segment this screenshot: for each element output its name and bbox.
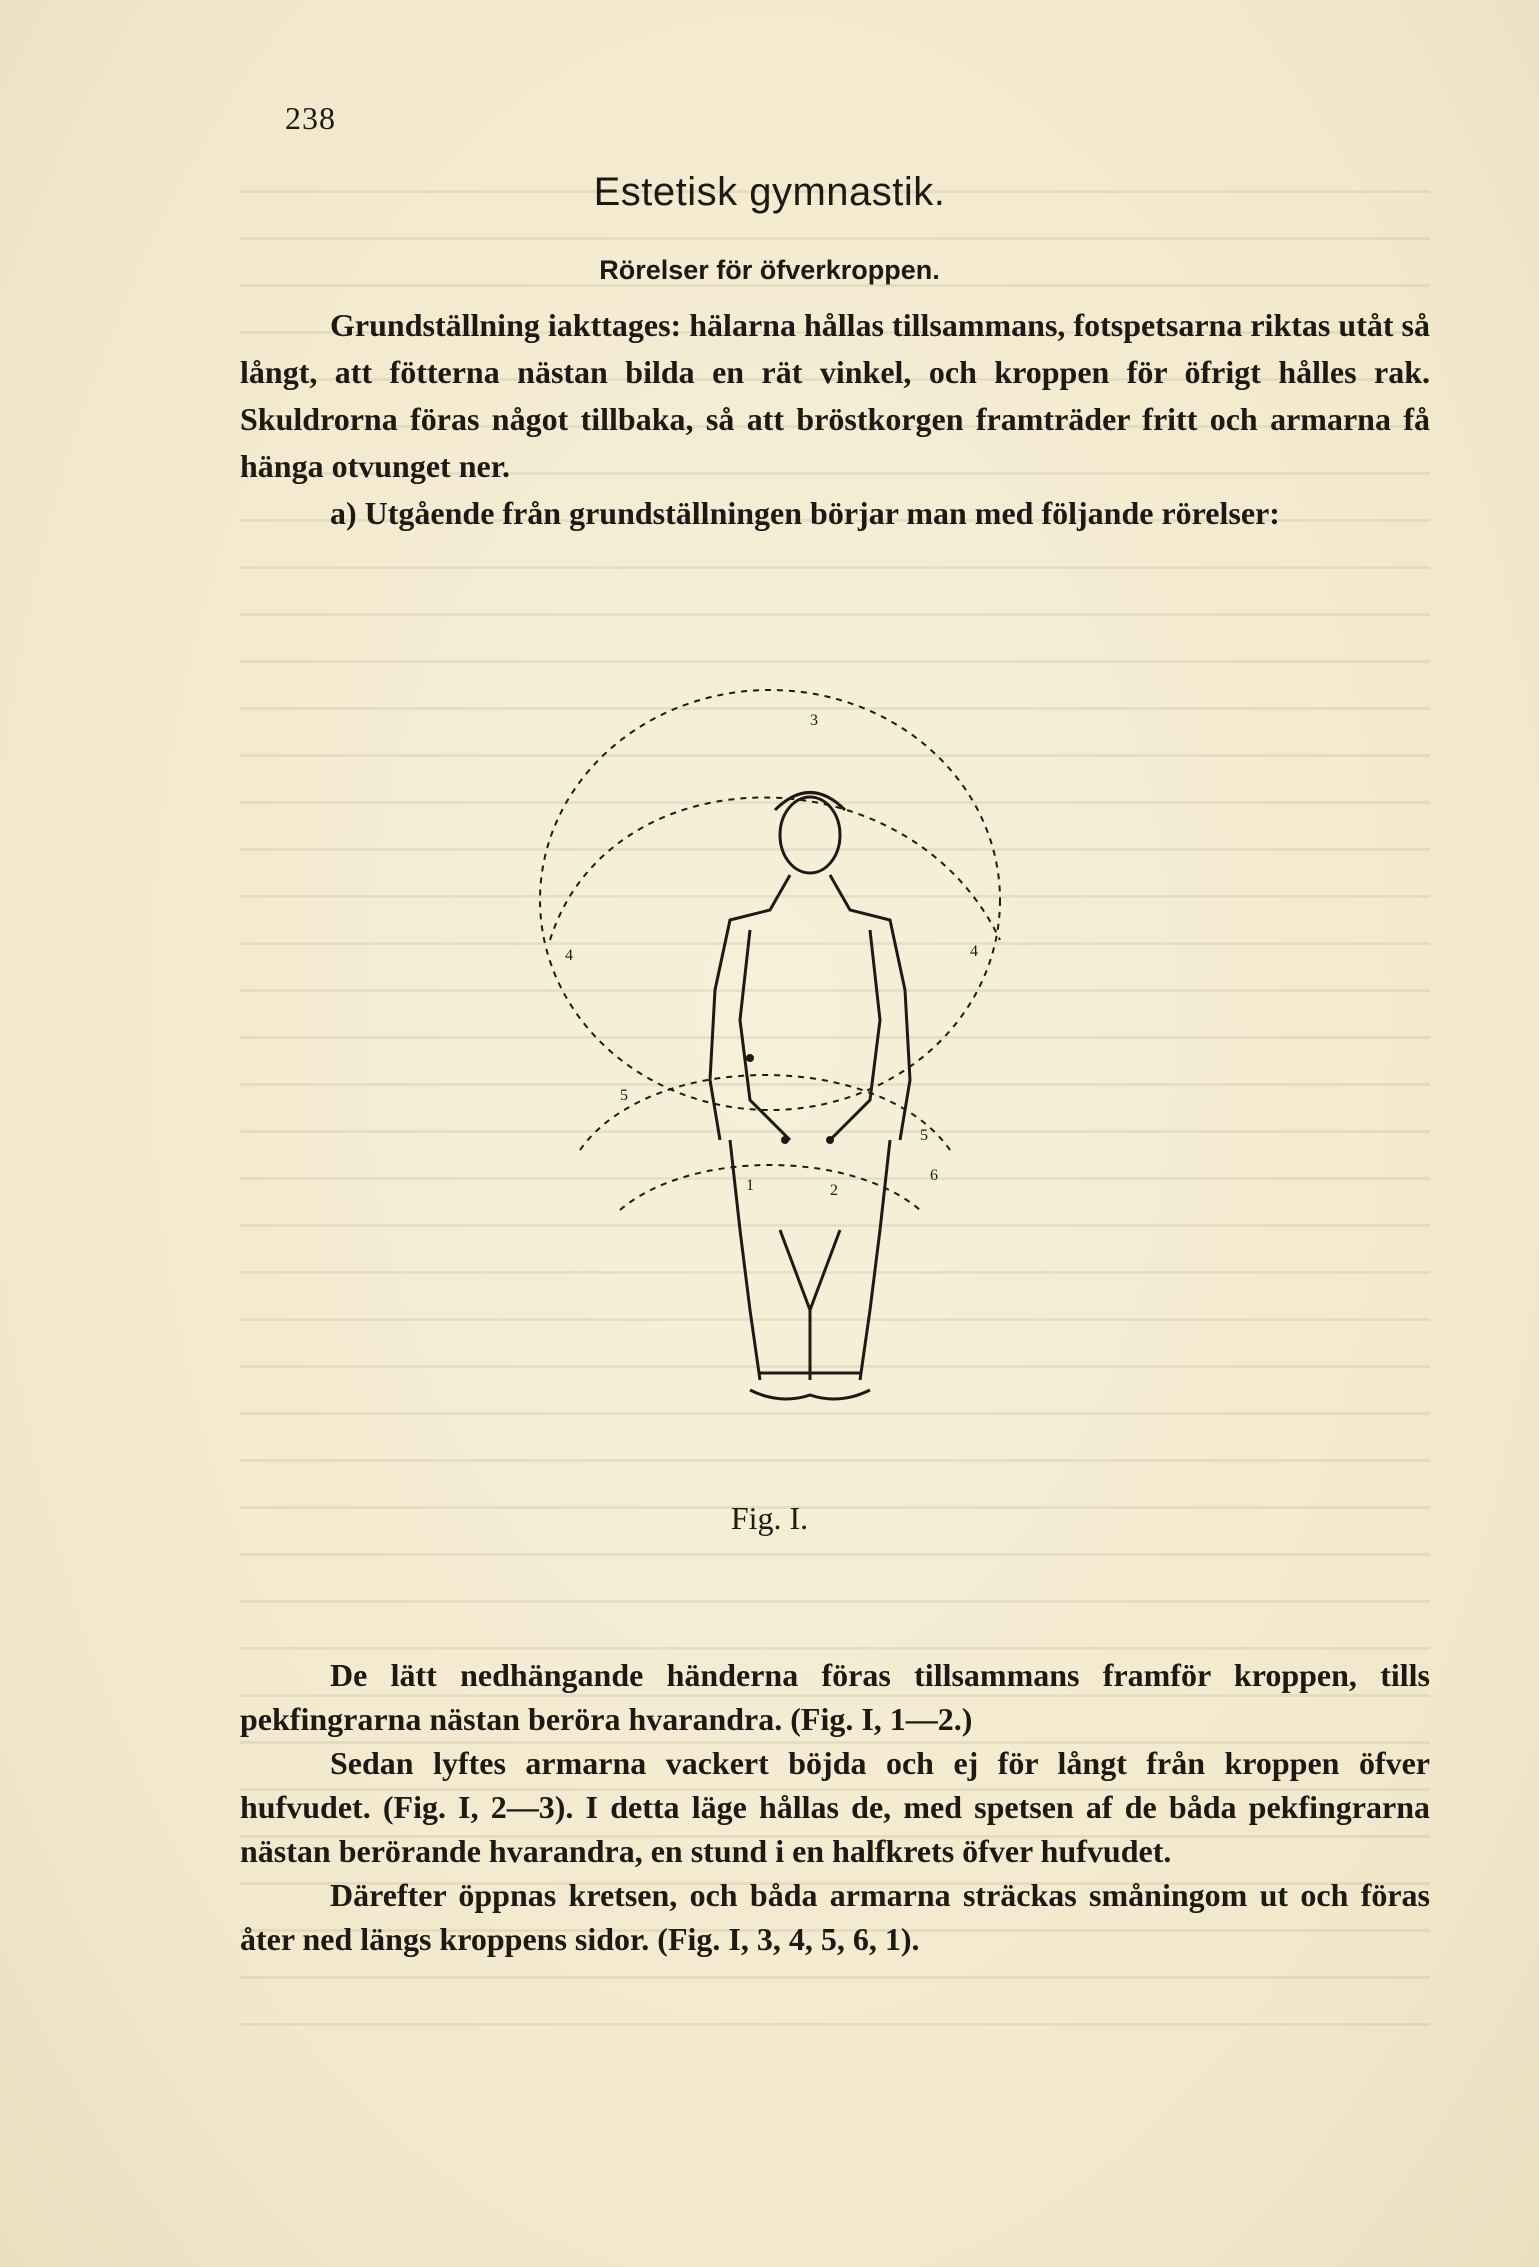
figure-left-arm: [740, 930, 790, 1140]
figure-inner-right-leg: [810, 1230, 840, 1310]
point-label: 5: [920, 1127, 928, 1144]
point-label: 1: [746, 1177, 754, 1194]
figure-caption: Fig. I.: [730, 1500, 809, 1536]
figure-inner-left-leg: [780, 1230, 810, 1380]
figure-head: [780, 797, 840, 873]
description-paragraph: Sedan lyftes armarna vackert böjda och ej för långt från kroppen öfver hufvudet. (Fig. I, 2—3). I detta läge hållas de, med spetsen af de båda pekfingrarna nästan berörande hvarandra, en stund i en halfkrets öfver hufvudet.: [240, 1745, 1430, 1869]
figure-hair: [775, 793, 845, 811]
point-label: 5: [620, 1087, 628, 1104]
arm-arc-outer: [540, 690, 1000, 1110]
figure-right-leg: [860, 1140, 890, 1380]
description-paragraph: De lätt nedhängande händerna föras tillsammans framför kroppen, tills pekfingrarna nästan beröra hvarandra. (Fig. I, 1—2.): [240, 1657, 1430, 1737]
section-subtitle: Rörelser för öfverkroppen.: [599, 255, 940, 285]
intro-text: [240, 302, 1430, 537]
figure-right-arm: [830, 930, 880, 1140]
point-label: 4: [565, 947, 573, 964]
exercise-figure: [450, 670, 1170, 1470]
intro-paragraph: a) Utgående från grundställningen börjar man med följande rörelser:: [330, 495, 1280, 531]
exercise-illustration: [450, 670, 1170, 1470]
page-title: Estetisk gymnastik.: [593, 170, 946, 214]
point-marker: [781, 1136, 789, 1144]
point-label: 3: [810, 712, 818, 729]
description-text: [240, 1653, 1430, 1961]
arm-arc-inner: [620, 1165, 920, 1210]
description-paragraph: Därefter öppnas kretsen, och båda armarna sträckas småningom ut och föras åter ned längs kroppens sidor. (Fig. I, 3, 4, 5, 6, 1).: [240, 1877, 1430, 1957]
arm-arc-top: [550, 798, 1000, 941]
point-label: 4: [970, 943, 978, 960]
intro-paragraph: Grundställning iakttages: hälarna hållas tillsammans, fotspetsarna riktas utåt så långt, att fötterna nästan bilda en rät vinkel, och kroppen för öfrigt hålles rak. Skuldrorna föras något tillbaka, så att bröstkorgen framträder fritt och armarna få hänga otvunget ner.: [240, 307, 1430, 484]
arm-arc-lower: [580, 1075, 950, 1150]
figure-left-leg: [730, 1140, 760, 1380]
point-label: 2: [830, 1182, 838, 1199]
point-marker: [746, 1054, 754, 1062]
figure-feet: [750, 1390, 870, 1399]
point-label: 6: [930, 1167, 938, 1184]
page-number: 238: [285, 100, 336, 136]
point-marker: [826, 1136, 834, 1144]
